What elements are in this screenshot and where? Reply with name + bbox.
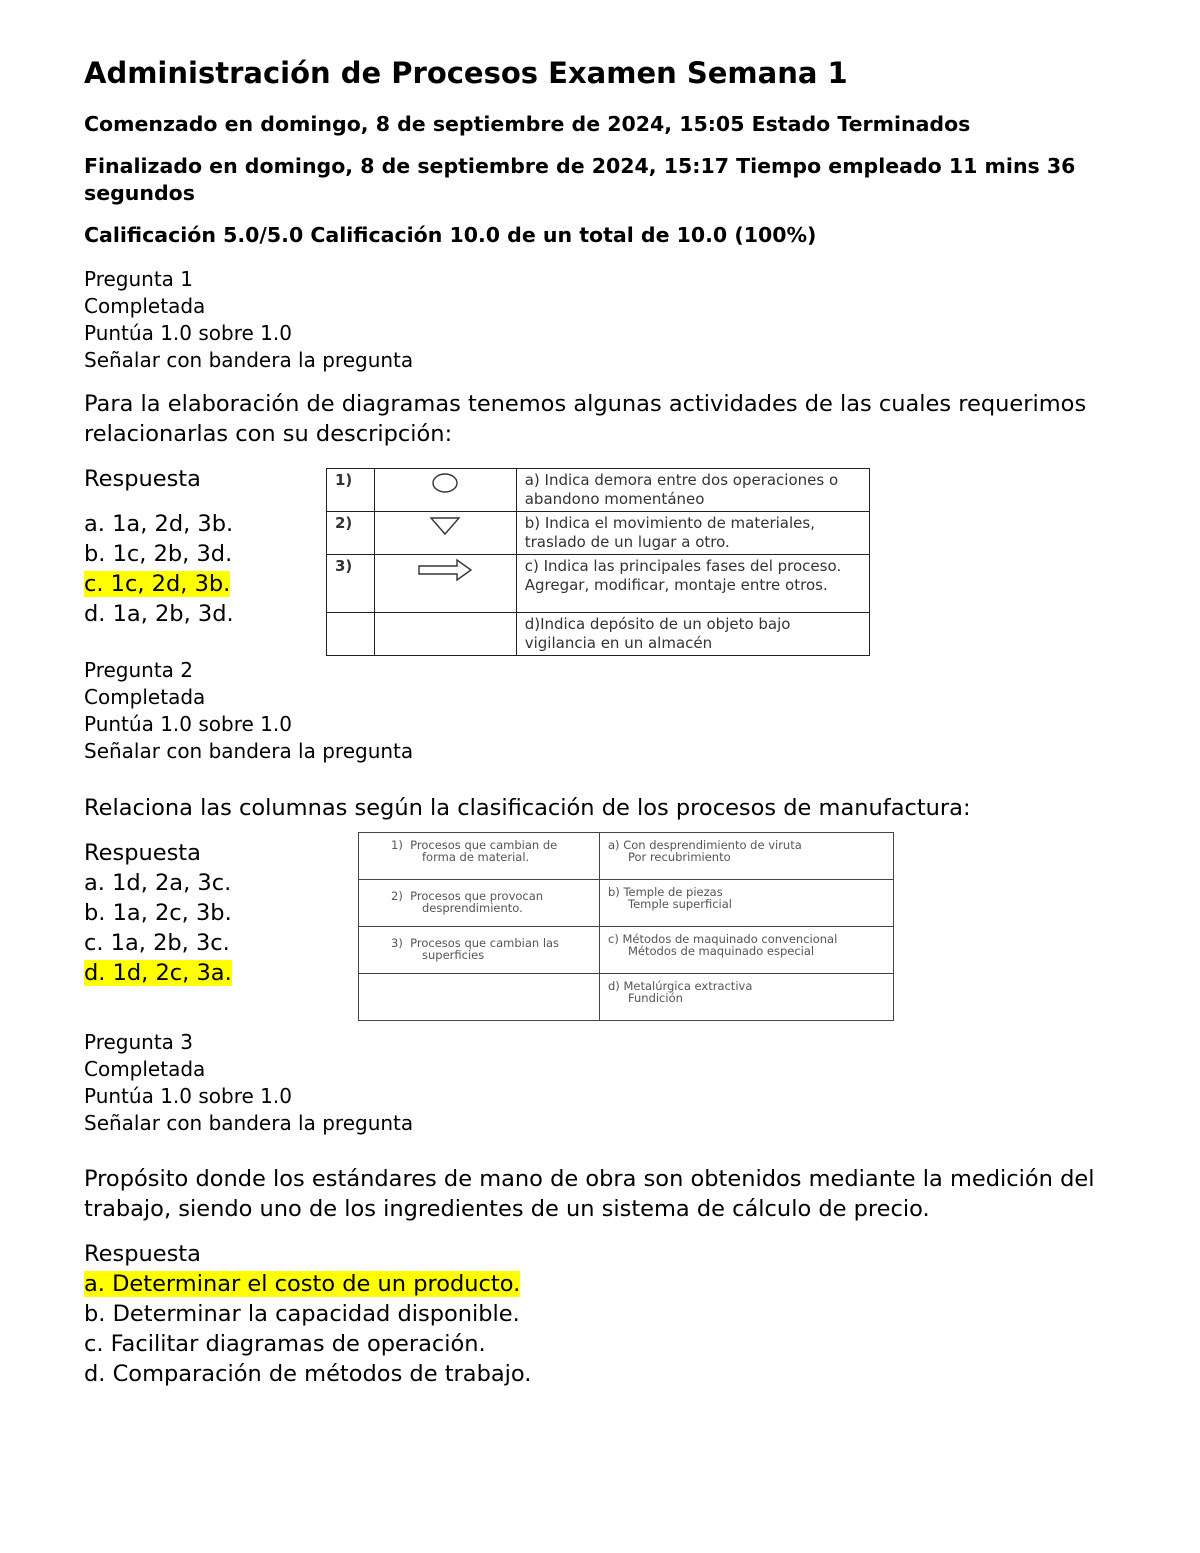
left-cell xyxy=(359,974,600,1021)
question-2-text: Relaciona las columnas según la clasificación de los procesos de manufactura: xyxy=(84,795,971,821)
grade-info: Calificación 5.0/5.0 Calificación 10.0 de un total de 10.0 (100%) xyxy=(84,223,817,247)
option-b[interactable]: b. 1a, 2c, 3b. xyxy=(84,900,232,926)
question-3-answers xyxy=(84,1239,531,1389)
selected-answer: c. 1c, 2d, 3b. xyxy=(84,571,231,597)
table-row xyxy=(327,613,870,656)
table-row xyxy=(359,880,894,927)
question-status: Completada xyxy=(84,294,206,318)
left-line: Procesos que cambian las xyxy=(410,936,560,950)
right-line: b) Temple de piezas xyxy=(608,885,723,899)
table-row xyxy=(327,555,870,613)
row-number: 2) xyxy=(391,889,403,903)
table-row xyxy=(327,512,870,555)
right-cell xyxy=(600,974,894,1021)
question-1-info xyxy=(84,266,413,374)
answer-label: Respuesta xyxy=(84,466,201,492)
right-line: Temple superficial xyxy=(628,897,732,911)
empty-symbol-cell xyxy=(374,613,516,656)
right-cell xyxy=(600,927,894,974)
manufacturing-processes-table xyxy=(358,832,894,1021)
question-status: Completada xyxy=(84,685,206,709)
row-number: 1) xyxy=(391,838,403,852)
row-number xyxy=(327,613,375,656)
right-line: Métodos de maquinado especial xyxy=(628,944,815,958)
right-line: a) Con desprendimiento de viruta xyxy=(608,838,802,852)
row-description: b) Indica el movimiento de materiales, traslado de un lugar a otro. xyxy=(516,512,869,555)
row-description: c) Indica las principales fases del proceso. Agregar, modificar, montaje entre otros. xyxy=(516,555,869,613)
answer-label: Respuesta xyxy=(84,1241,201,1267)
left-line: desprendimiento. xyxy=(422,901,523,915)
left-line: Procesos que provocan xyxy=(410,889,544,903)
question-label: Pregunta 3 xyxy=(84,1030,194,1054)
option-a[interactable]: a. 1d, 2a, 3c. xyxy=(84,870,232,896)
table-row xyxy=(359,974,894,1021)
option-a-selected[interactable] xyxy=(84,1269,531,1299)
question-label: Pregunta 1 xyxy=(84,267,194,291)
right-line: Por recubrimiento xyxy=(628,850,731,864)
page-title: Administración de Procesos Examen Semana 1 xyxy=(84,56,848,90)
flag-question-link[interactable]: Señalar con bandera la pregunta xyxy=(84,348,414,372)
option-c[interactable]: c. Facilitar diagramas de operación. xyxy=(84,1331,486,1357)
question-3-text: Propósito donde los estándares de mano de obra son obtenidos mediante la medición del trabajo, siendo uno de los ingredientes de un sistema de cálculo de precio. xyxy=(84,1166,1095,1222)
row-number: 3) xyxy=(327,555,375,613)
selected-answer: d. 1d, 2c, 3a. xyxy=(84,960,232,986)
row-number: 3) xyxy=(391,936,403,950)
triangle-down-icon xyxy=(374,512,516,555)
right-line: d) Metalúrgica extractiva xyxy=(608,979,753,993)
finished-info: Finalizado en domingo, 8 de septiembre de 2024, 15:17 Tiempo empleado 11 mins 36 segundos xyxy=(84,154,1076,205)
option-c-selected[interactable] xyxy=(84,569,234,599)
row-description: a) Indica demora entre dos operaciones o abandono momentáneo xyxy=(516,469,869,512)
question-1-answers xyxy=(84,464,234,629)
answer-label: Respuesta xyxy=(84,840,201,866)
row-number: 2) xyxy=(327,512,375,555)
circle-icon xyxy=(374,469,516,512)
flag-question-link[interactable]: Señalar con bandera la pregunta xyxy=(84,739,414,763)
option-d[interactable]: d. Comparación de métodos de trabajo. xyxy=(84,1361,532,1387)
right-cell xyxy=(600,880,894,927)
option-d[interactable]: d. 1a, 2b, 3d. xyxy=(84,601,234,627)
question-label: Pregunta 2 xyxy=(84,658,194,682)
question-score: Puntúa 1.0 sobre 1.0 xyxy=(84,321,292,345)
question-score: Puntúa 1.0 sobre 1.0 xyxy=(84,1084,292,1108)
row-number: 1) xyxy=(327,469,375,512)
started-info: Comenzado en domingo, 8 de septiembre de 2024, 15:05 Estado Terminados xyxy=(84,112,971,136)
option-b[interactable]: b. 1c, 2b, 3d. xyxy=(84,541,233,567)
option-c[interactable]: c. 1a, 2b, 3c. xyxy=(84,930,230,956)
question-score: Puntúa 1.0 sobre 1.0 xyxy=(84,712,292,736)
selected-answer: a. Determinar el costo de un producto. xyxy=(84,1271,521,1297)
left-cell xyxy=(359,880,600,927)
left-line: Procesos que cambian de xyxy=(410,838,558,852)
table-row xyxy=(359,833,894,880)
right-line: Fundición xyxy=(628,991,683,1005)
right-cell xyxy=(600,833,894,880)
left-line: superficies xyxy=(422,948,485,962)
left-cell xyxy=(359,927,600,974)
diagram-symbols-table xyxy=(326,468,870,656)
question-1-text: Para la elaboración de diagramas tenemos algunas actividades de las cuales requerimos relacionarlas con su descripción: xyxy=(84,391,1087,447)
table-row xyxy=(327,469,870,512)
right-line: c) Métodos de maquinado convencional xyxy=(608,932,838,946)
row-description: d)Indica depósito de un objeto bajo vigilancia en un almacén xyxy=(516,613,869,656)
question-3-info xyxy=(84,1029,413,1137)
question-status: Completada xyxy=(84,1057,206,1081)
option-d-selected[interactable] xyxy=(84,958,232,988)
question-2-answers xyxy=(84,838,232,988)
flag-question-link[interactable]: Señalar con bandera la pregunta xyxy=(84,1111,414,1135)
left-cell xyxy=(359,833,600,880)
option-b[interactable]: b. Determinar la capacidad disponible. xyxy=(84,1301,520,1327)
arrow-right-icon xyxy=(374,555,516,613)
option-a[interactable]: a. 1a, 2d, 3b. xyxy=(84,511,234,537)
table-row xyxy=(359,927,894,974)
left-line: forma de material. xyxy=(422,850,530,864)
question-2-info xyxy=(84,657,413,765)
